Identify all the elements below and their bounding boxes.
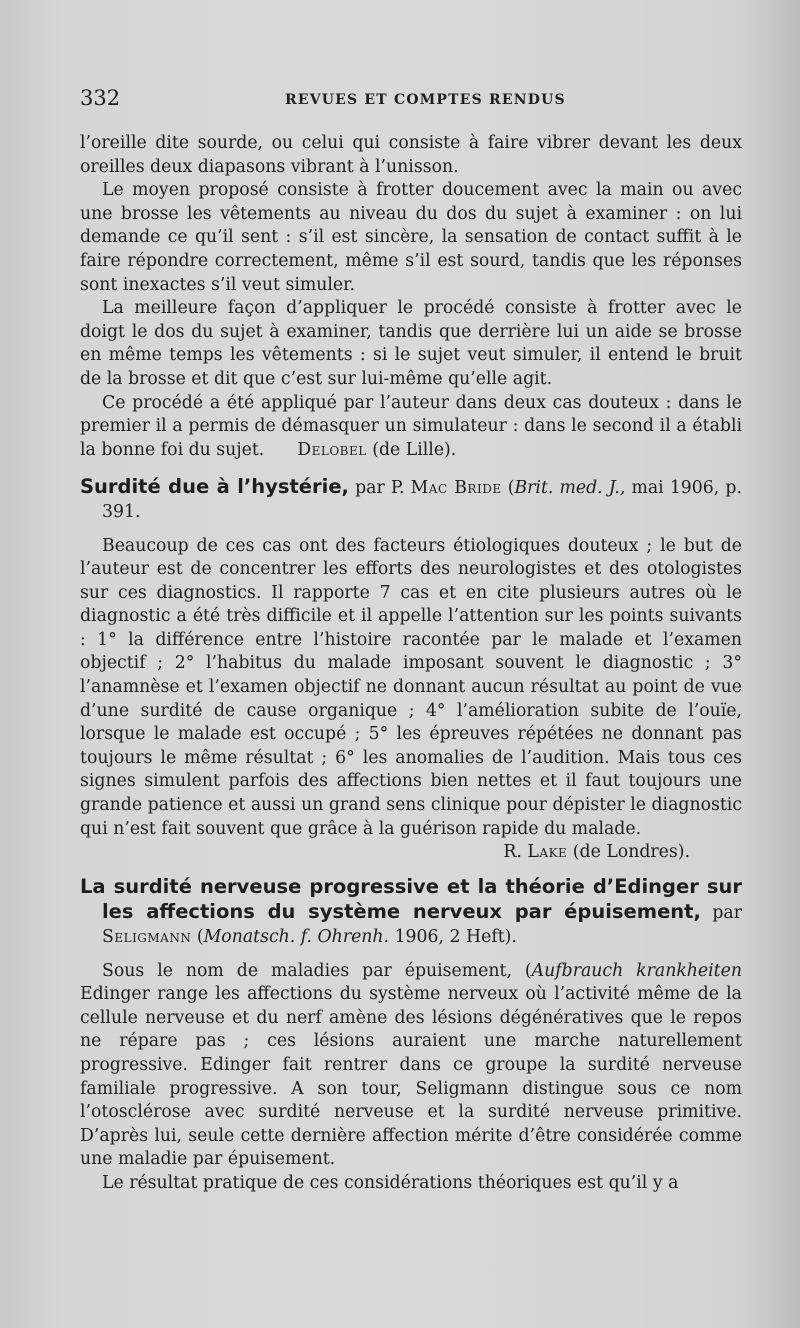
- article-title: Surdité due à l’hystérie,: [80, 475, 349, 499]
- signature-initial: R.: [503, 842, 522, 863]
- article-source-detail: 1906, 2 Heft).: [394, 927, 517, 947]
- review-author: Delobel: [297, 439, 367, 460]
- paragraph: Beaucoup de ces cas ont des facteurs étiologiques douteux ; le but de l’auteur est de concentrer les efforts des neurologistes et des otologistes sur ces diagnostics. Il rapporte 7 cas et en cite plusieurs autres où le diagnostic a été très difficile et il appelle l’attention sur les points suivants : 1° la différence entre l’histoire racontée par le malade et l’examen objectif ; 2° l’habitus du malade imposant souvent le diagnostic ; 3° l’anamnèse et l’examen objectif ne donnant aucun résultat au point de vue d’une surdité de cause organique ; 4° l’amélioration subite de l’ouïe, lorsque le malade est occupé ; 5° les épreuves répétées ne donnant pas toujours le même résultat ; 6° les anomalies de l’audition. Mais tous ces signes simulent parfois des affections bien nettes et il faut toujours une grande patience et aussi un grand sens clinique pour dépister le diagnostic qui n’est fait souvent que grâce à la guérison rapide du malade.: [80, 535, 742, 839]
- article-author: Mac Bride: [410, 478, 502, 499]
- paragraph: [80, 392, 742, 463]
- paragraph: La meilleure façon d’appliquer le procédé consiste à frotter avec le doigt le dos du sujet à examiner, tandis que derrière lui un aide se brosse en même temps les vêtements : si le sujet veut simuler, il entend le bruit de la brosse et dit que c’est sur lui-même qu’elle agit.: [80, 298, 742, 389]
- paragraph: [80, 960, 742, 1172]
- article-heading: La surdité nerveuse progressive et la théorie d’Edinger sur les affections du système nerveux par épuisement, par Seligmann (Monatsch. f. Ohrenh. 1906, 2 Heft).: [80, 874, 742, 947]
- article-author: Seligmann: [102, 927, 192, 947]
- article-by: par P.: [355, 478, 405, 499]
- article-title: La surdité nerveuse progressive et la théorie d’Edinger sur les affections du système nerveux par épuisement,: [80, 874, 742, 924]
- paragraph-text: Ce procédé a été appliqué par l’auteur dans deux cas douteux : dans le premier il a permis de démasquer un simulateur : dans le second il a établi la bonne foi du sujet.: [80, 392, 742, 460]
- article-source-detail: mai 1906, p. 391.: [102, 478, 742, 522]
- article-heading: Surdité due à l’hystérie, par P. Mac Bride (Brit. med. J., mai 1906, p. 391.: [80, 475, 742, 522]
- paragraph: Le moyen proposé consiste à frotter doucement avec la main ou avec une brosse les vêtements au niveau du dos du sujet à examiner : on lui demande ce qu’il sent : s’il est sincère, la sensation de contact suffit à le faire répondre correctement, même s’il est sourd, tandis que les réponses sont inexactes s’il veut simuler.: [80, 180, 742, 295]
- paragraph-text: Edinger range les affections du système nerveux où l’activité même de la cellule nerveuse et du nerf amène des lésions dégénératives que le repos ne répare pas ; ces lésions auraient une marche naturellement progressive. Edinger fait rentrer dans ce groupe la surdité nerveuse familiale progressive. A son tour, Seligmann distingue sous ce nom l’otosclérose avec surdité nerveuse et la surdité nerveuse primitive. D’après lui, seule cette dernière affection mérite d’être considérée comme une maladie par épuisement.: [80, 984, 742, 1170]
- page-number: 332: [80, 86, 121, 110]
- german-term: Aufbrauch krankheiten: [531, 960, 742, 981]
- signature: [80, 841, 742, 865]
- page-header: [80, 86, 750, 116]
- running-title: REVUES ET COMPTES RENDUS: [285, 92, 566, 108]
- page-body: [80, 132, 742, 1196]
- signature-place: (de Londres).: [572, 842, 690, 863]
- paragraph: l’oreille dite sourde, ou celui qui consiste à faire vibrer devant les deux oreilles deux diapasons vibrant à l’unisson.: [80, 133, 742, 177]
- article-source: Monatsch. f. Ohrenh.: [203, 927, 390, 947]
- article-source: Brit. med. J.,: [514, 478, 626, 499]
- review-author-place: (de Lille).: [372, 439, 457, 460]
- paragraph-text: Sous le nom de maladies par épuisement, (: [102, 960, 532, 981]
- article-by: par: [712, 903, 742, 924]
- signature-name: Lake: [527, 842, 568, 863]
- paragraph: Le résultat pratique de ces considérations théoriques est qu’il y a: [102, 1172, 679, 1193]
